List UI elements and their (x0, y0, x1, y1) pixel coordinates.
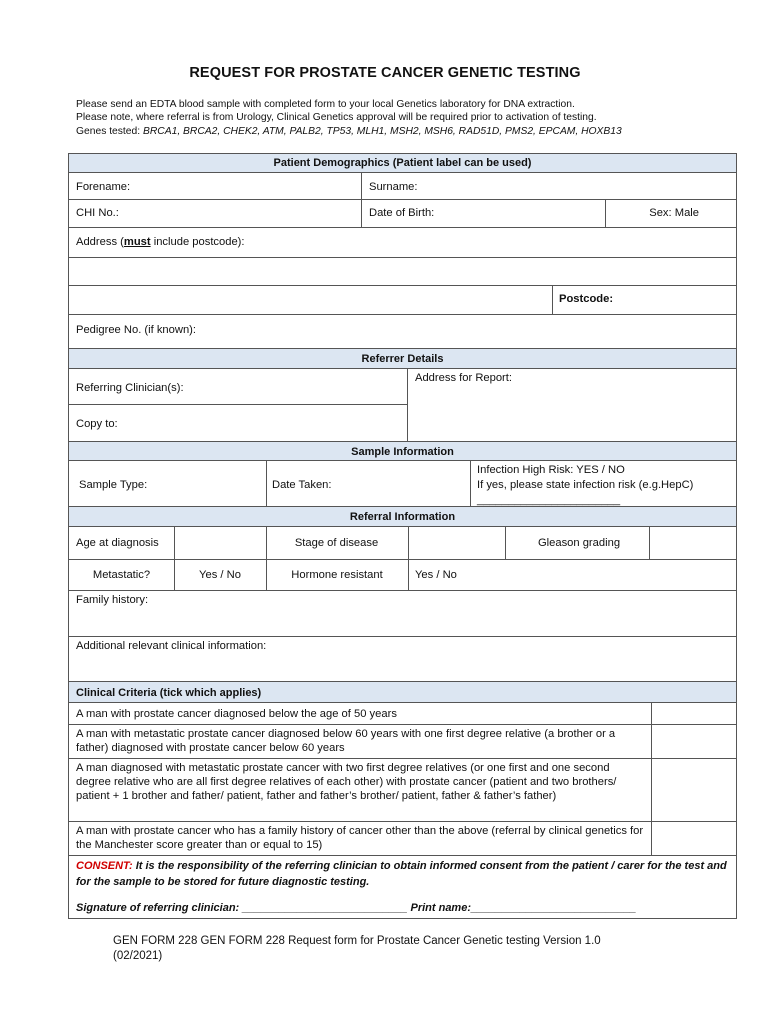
referrer-details-header: Referrer Details (69, 348, 736, 369)
age-at-diagnosis-label: Age at diagnosis (76, 537, 159, 549)
metastatic-label: Metastatic? (92, 569, 151, 581)
criteria-item-1[interactable]: A man with prostate cancer diagnosed below the age of 50 years (76, 708, 397, 720)
sample-type-field[interactable]: Sample Type: (79, 479, 148, 491)
criteria-item-4[interactable]: A man with prostate cancer who has a family history of cancer other than the above (referral by clinical genetics for the Manchester score greater than or equal to 15) (76, 825, 644, 851)
footer-date: (02/2021) (113, 950, 163, 962)
form-title: REQUEST FOR PROSTATE CANCER GENETIC TESTING (189, 65, 581, 81)
intro-text (76, 98, 736, 138)
request-form-table (68, 153, 737, 919)
gleason-grading-label: Gleason grading (537, 537, 621, 549)
intro-line-1: Please send an EDTA blood sample with completed form to your local Genetics laboratory for DNA extraction. (76, 99, 575, 110)
clinical-criteria-header: Clinical Criteria (tick which applies) (69, 681, 736, 703)
additional-clinical-info-field[interactable]: Additional relevant clinical information: (76, 640, 267, 652)
chi-number-field[interactable]: CHI No.: (76, 207, 119, 219)
footer-form-id: GEN FORM 228 GEN FORM 228 Request form for Prostate Cancer Genetic testing Version 1.0 (113, 935, 601, 947)
criteria-item-3[interactable]: A man diagnosed with metastatic prostate cancer with two first degree relatives (or one first and one second degree relative who are all first degree relatives of each other) with prostate cancer (patient and two brothers/ patient + 1 brother and father/ patient, father and father’s brother/ patient, father & father’s father) (76, 762, 617, 802)
hormone-resistant-yes-no[interactable]: Yes / No (415, 569, 457, 581)
pedigree-number-field[interactable]: Pedigree No. (if known): (76, 324, 197, 336)
stage-of-disease-label: Stage of disease (294, 537, 379, 549)
hormone-resistant-label: Hormone resistant (291, 569, 383, 581)
criteria-item-2[interactable]: A man with metastatic prostate cancer diagnosed below 60 years with one first degree relative (a brother or a father) diagnosed with prostate cancer below 60 years (76, 728, 616, 754)
date-taken-field[interactable]: Date Taken: (272, 479, 332, 491)
family-history-field[interactable]: Family history: (76, 594, 149, 606)
metastatic-yes-no[interactable]: Yes / No (199, 569, 241, 581)
referring-clinician-field[interactable]: Referring Clinician(s): (76, 382, 184, 394)
signature-line[interactable]: Signature of referring clinician: ___________________________ Print name:___________________________ (76, 902, 637, 914)
sex-field[interactable]: Sex: Male (649, 207, 699, 219)
referral-information-header: Referral Information (69, 506, 736, 527)
infection-risk-field[interactable]: Infection High Risk: YES / NO If yes, please state infection risk (e.g.HepC) _______________________ (477, 464, 694, 506)
forename-field[interactable]: Forename: (76, 181, 131, 193)
patient-demographics-header: Patient Demographics (Patient label can be used) (69, 154, 736, 173)
footer (113, 934, 713, 964)
intro-line-2: Please note, where referral is from Urology, Clinical Genetics approval will be required prior to activation of testing. (76, 112, 597, 124)
sample-information-header: Sample Information (69, 441, 736, 461)
surname-field[interactable]: Surname: (369, 181, 418, 193)
address-field-label[interactable]: Address (must include postcode): (76, 236, 245, 248)
address-for-report-field[interactable]: Address for Report: (415, 372, 513, 384)
date-of-birth-field[interactable]: Date of Birth: (369, 207, 435, 219)
postcode-field[interactable]: Postcode: (559, 293, 614, 305)
genes-tested: Genes tested: BRCA1, BRCA2, CHEK2, ATM, PALB2, TP53, MLH1, MSH2, MSH6, RAD51D, PMS2, EPCAM, HOXB13 (76, 125, 622, 137)
copy-to-field[interactable]: Copy to: (76, 418, 118, 430)
consent-statement: CONSENT: It is the responsibility of the referring clinician to obtain informed consent from the patient / carer for the test and for the sample to be stored for future diagnostic testing. (76, 860, 727, 888)
